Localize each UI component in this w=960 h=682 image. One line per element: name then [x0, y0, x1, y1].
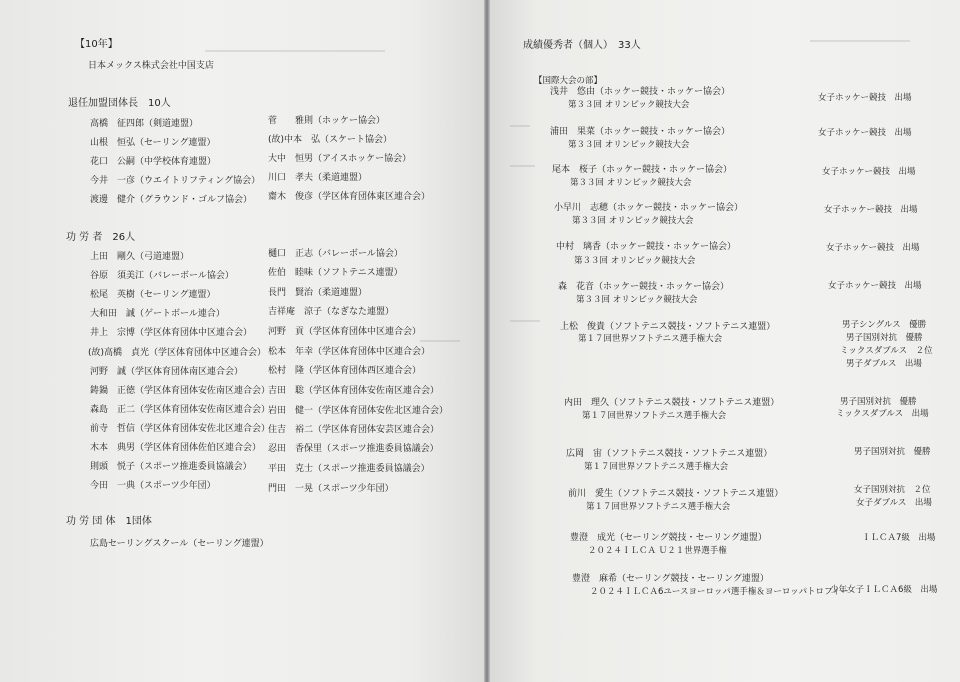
achievers-title: 成績優秀者（個人） 33人 — [523, 40, 641, 51]
merit-entry: 木本 典男（学区体育団体佐伯区連合会） — [90, 443, 262, 453]
achiever-result: 女子ホッケー競技 出場 — [822, 167, 916, 177]
achiever-event: ２０２４ＩＬＣＡ6ユースヨーロッパ選手権＆ヨーロッパトロフィー — [590, 587, 849, 597]
merit-title: 功 労 者 26人 — [66, 232, 136, 243]
achiever-result: 男子国別対抗 優勝 — [854, 447, 931, 457]
merit-entry: (故)高橋 貞光（学区体育団体中区連合会） — [88, 348, 267, 358]
achiever-result: 女子ホッケー競技 出場 — [828, 281, 922, 291]
merit-entry: 則頭 悦子（スポーツ推進委員協議会） — [90, 462, 252, 472]
retired-entry: 齋木 俊彦（学区体育団体東区連合会） — [268, 192, 431, 202]
merit-entry: 河野 貢（学区体育団体中区連合会） — [268, 327, 422, 337]
achiever-event: 第１７回世界ソフトテニス選手権大会 — [584, 462, 729, 472]
achiever-name: 前川 愛生（ソフトテニス競技・ソフトテニス連盟） — [568, 489, 784, 499]
merit-entry: 森島 正二（学区体育団体安佐南区連合会） — [90, 405, 271, 415]
achiever-name: 尾本 桜子（ホッケー競技・ホッケー協会） — [552, 165, 733, 175]
achiever-result: 女子国別対抗 ２位 — [854, 485, 931, 495]
achiever-name: 内田 理久（ソフトテニス競技・ソフトテニス連盟） — [564, 398, 780, 408]
achiever-event: 第３３回 オリンピック競技大会 — [572, 216, 694, 226]
merit-entry: 鋳鍋 正徳（学区体育団体安佐南区連合会） — [90, 386, 271, 396]
achiever-result: 女子ホッケー競技 出場 — [818, 93, 912, 103]
achiever-result: ミックスダブルス 出場 — [836, 409, 929, 419]
merit-entry: 井上 宗博（学区体育団体中区連合会） — [90, 328, 253, 338]
achiever-event: 第３３回 オリンピック競技大会 — [568, 140, 690, 150]
merit-entry: 松尾 英樹（セーリング連盟） — [90, 290, 216, 300]
retired-entry: (故)中本 弘（スケート協会） — [268, 135, 393, 145]
merit-group-entry: 広島セーリングスクール（セーリング連盟） — [90, 539, 269, 549]
merit-entry: 岩田 健一（学区体育団体安佐北区連合会） — [268, 406, 449, 416]
merit-group-title: 功 労 団 体 1団体 — [66, 516, 152, 527]
merit-entry: 上田 剛久（弓道連盟） — [90, 252, 190, 262]
merit-entry: 長門 賢治（柔道連盟） — [268, 288, 368, 298]
achiever-event: 第１７回世界ソフトテニス選手権大会 — [586, 502, 731, 512]
achiever-result: 男子国別対抗 優勝 — [840, 397, 917, 407]
merit-entry: 松本 年幸（学区体育団体中区連合会） — [268, 347, 431, 357]
merit-entry: 平田 克士（スポーツ推進委員協議会） — [268, 464, 430, 474]
merit-entry: 吉祥庵 涼子（なぎなた連盟） — [268, 307, 395, 317]
retired-entry: 山根 恒弘（セーリング連盟） — [90, 138, 216, 148]
retired-entry: 花口 公嗣（中学校体育連盟） — [90, 157, 217, 167]
achiever-result: 女子ダブルス 出場 — [856, 498, 932, 508]
achiever-name: 豊澄 麻希（セーリング競技・セーリング連盟） — [572, 574, 769, 584]
achiever-result: 女子ホッケー競技 出場 — [818, 128, 912, 138]
retired-entry: 高橋 征四郎（剣道連盟） — [90, 119, 199, 129]
merit-entry: 大和田 誠（ゲートボール連合） — [90, 309, 225, 319]
company-name: 日本メックス株式会社中国支店 — [88, 61, 214, 71]
achiever-name: 上松 俊貴（ソフトテニス競技・ソフトテニス連盟） — [560, 322, 776, 332]
achiever-result: 男子国別対抗 優勝 — [846, 333, 923, 343]
retired-entry: 大中 恒男（アイスホッケー協会） — [268, 154, 412, 164]
retired-entry: 渡邊 健介（グラウンド・ゴルフ協会） — [90, 195, 253, 205]
retired-entry: 川口 孝夫（柔道連盟） — [268, 173, 368, 183]
achiever-event: 第３３回 オリンピック競技大会 — [574, 256, 696, 266]
achiever-result: 男子ダブルス 出場 — [846, 359, 922, 369]
achiever-result: 少年女子ＩＬＣＡ6級 出場 — [830, 585, 938, 595]
merit-entry: 門田 一晃（スポーツ少年団） — [268, 484, 394, 494]
achiever-event: ２０２４ＩＬＣＡ Ｕ２１世界選手権 — [588, 546, 727, 556]
achiever-name: 小早川 志穂（ホッケー競技・ホッケー協会） — [554, 203, 744, 213]
achiever-name: 浅井 悠由（ホッケー競技・ホッケー協会） — [550, 87, 731, 97]
retired-entry: 菅 雅則（ホッケー協会） — [268, 116, 386, 126]
merit-entry: 吉田 聡（学区体育団体安佐南区連合会） — [268, 386, 440, 396]
achiever-result: ＩＬＣＡ7級 出場 — [862, 533, 936, 543]
merit-entry: 河野 誠（学区体育団体南区連合会） — [90, 367, 244, 377]
achiever-name: 浦田 果菜（ホッケー競技・ホッケー協会） — [550, 127, 731, 137]
merit-entry: 樋口 正志（バレーボール協会） — [268, 249, 403, 259]
merit-entry: 谷原 須美江（バレーボール協会） — [90, 271, 234, 281]
achiever-name: 森 花音（ホッケー競技・ホッケー協会） — [558, 282, 730, 292]
achiever-name: 中村 璃香（ホッケー競技・ホッケー協会） — [556, 242, 737, 252]
achiever-event: 第３３回 オリンピック競技大会 — [570, 178, 692, 188]
section-header-10years: 【10年】 — [75, 39, 118, 50]
merit-entry: 佐伯 睦味（ソフトテニス連盟） — [268, 268, 403, 278]
achiever-event: 第３３回 オリンピック競技大会 — [568, 100, 690, 110]
merit-entry: 忍田 香保里（スポーツ推進委員協議会） — [268, 444, 439, 454]
merit-entry: 松村 隆（学区体育団体西区連合会） — [268, 366, 422, 376]
merit-entry: 今田 一典（スポーツ少年団） — [90, 481, 216, 491]
achiever-result: 男子シングルス 優勝 — [842, 320, 927, 330]
achiever-event: 第１７回世界ソフトテニス選手権大会 — [582, 411, 727, 421]
merit-entry: 住吉 裕二（学区体育団体安芸区連合会） — [268, 425, 440, 435]
retired-title: 退任加盟団体長 10人 — [68, 98, 171, 109]
international-section: 【国際大会の部】 — [534, 76, 603, 86]
achiever-result: 女子ホッケー競技 出場 — [824, 205, 918, 215]
merit-entry: 前寺 哲信（学区体育団体安佐北区連合会） — [90, 424, 271, 434]
achiever-result: ミックスダブルス ２位 — [840, 346, 933, 356]
achiever-event: 第３３回 オリンピック競技大会 — [576, 295, 698, 305]
achiever-name: 豊澄 成光（セーリング競技・セーリング連盟） — [570, 533, 767, 543]
achiever-event: 第１７回世界ソフトテニス選手権大会 — [578, 334, 723, 344]
achiever-result: 女子ホッケー競技 出場 — [826, 243, 920, 253]
retired-entry: 今井 一彦（ウエイトリフティング協会） — [90, 176, 261, 186]
achiever-name: 広岡 宙（ソフトテニス競技・ソフトテニス連盟） — [566, 449, 773, 459]
right-page — [490, 0, 960, 682]
